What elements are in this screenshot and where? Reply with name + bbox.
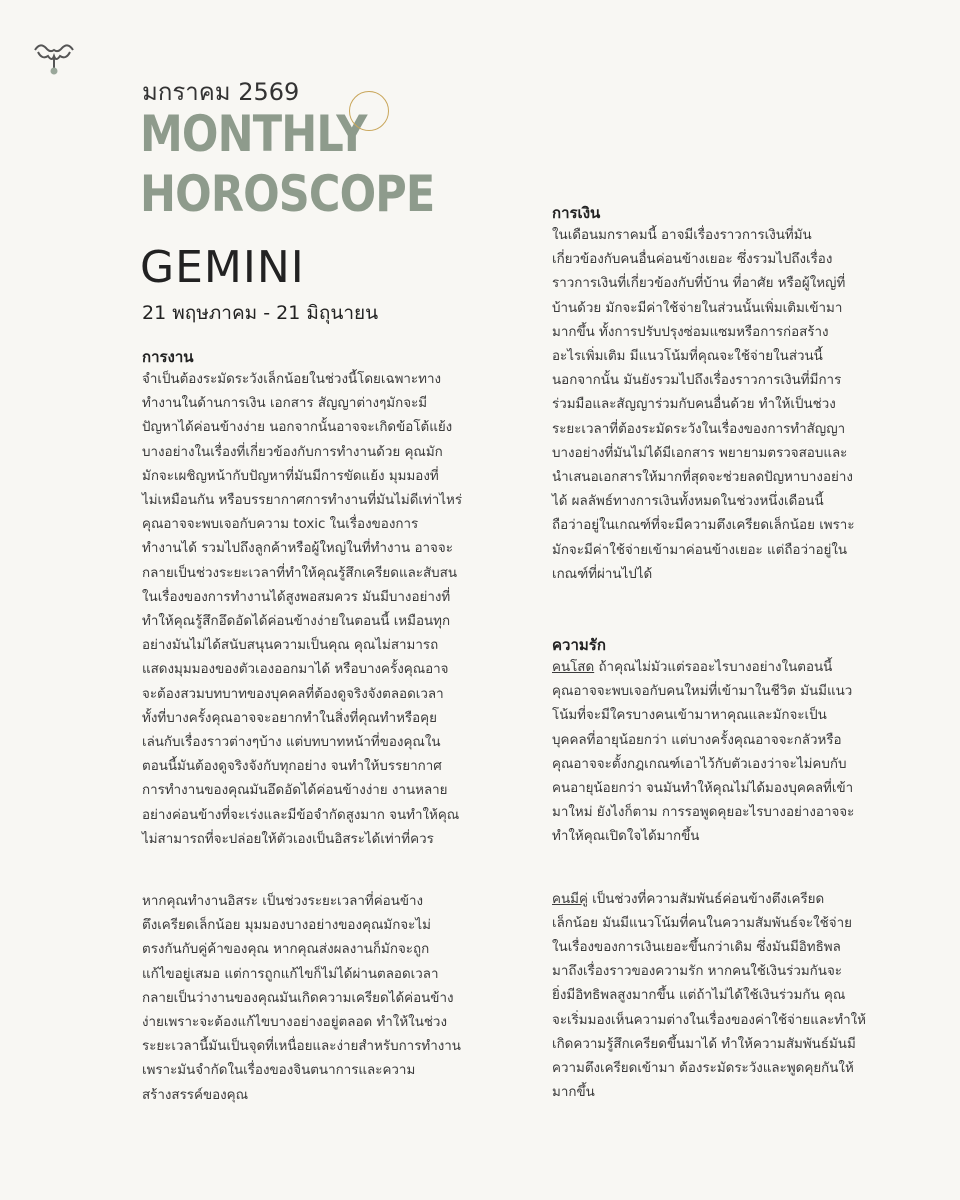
gemini-twins-logo-icon: [32, 40, 76, 78]
work-heading: การงาน: [142, 348, 194, 366]
work-paragraph-2: หากคุณทำงานอิสระ เป็นช่วงระยะเวลาที่ค่อนข้าง ตึงเครียดเล็กน้อย มุมมองบางอย่างของคุณมักจะไม่ ตรงกันกับคู่ค้าของคุณ หากคุณส่งผลงานก็มักจะถูก แก้ไขอยู่เสมอ แต่การถูกแก้ไขก็ไม่ได้ผ่านตลอดเวลา กลายเป็นว่างานของคุณมันเกิดความเครียดได้ค่อนข้าง ง่ายเพราะจะต้องแก้ไขบางอย่างอยู่ตลอด ทำให้ในช่วง ระยะเวลานี้มันเป็นจุดที่เหนื่อยและง่ายสำหรับการทำงาน เพราะมันจำกัดในเรื่องของจินตนาการและความ สร้างสรรค์ของคุณ: [142, 894, 461, 1103]
single-text: ถ้าคุณไม่มัวแต่รออะไรบางอย่างในตอนนี้ คุณอาจจะพบเจอกับคนใหม่ที่เข้ามาในชีวิต มันมีแนว โน้มที่จะมีใครบางคนเข้ามาหาคุณและมักจะเป็น บุคคลที่อายุน้อยกว่า แต่บางครั้งคุณอาจจะกลัวหรือ คุณอาจจะตั้งกฎเกณฑ์เอาไว้กับตัวเองว่าจะไม่คบกับ คนอายุน้อยกว่า จนมันทำให้คุณไม่ได้มองบุคคลที่เข้า มาใหม่ ยังไงก็ตาม การรอพูดคุยอะไรบางอย่างอาจจะ ทำให้คุณเปิดใจได้มากขึ้น: [552, 660, 855, 845]
single-label: คนโสด: [552, 660, 595, 675]
money-paragraph: ในเดือนมกราคมนี้ อาจมีเรื่องราวการเงินที่มัน เกี่ยวข้องกับคนอื่นค่อนข้างเยอะ ซึ่งรวมไปถึงเรื่อง ราวการเงินที่เกี่ยวข้องกับที่บ้าน ที่อาศัย หรือผู้ใหญ่ที่ บ้านด้วย มักจะมีค่าใช้จ่ายในส่วนนั้นเพิ่มเติมเข้ามา มากขึ้น ทั้งการปรับปรุงซ่อมแซมหรือการก่อสร้าง อะไรเพิ่มเติม มีแนวโน้มที่คุณจะใช้จ่ายในส่วนนี้ นอกจากนั้น มันยังรวมไปถึงเรื่องราวการเงินที่มีการ ร่วมมือและสัญญาร่วมกับคนอื่นด้วย ทำให้เป็นช่วง ระยะเวลาที่ต้องระมัดระวังในเรื่องของการทำสัญญา บางอย่างที่มันไม่ได้มีเอกสาร พยายามตรวจสอบและ นำเสนอเอกสารให้มากที่สุดจะช่วยลดปัญหาบางอย่าง ได้ ผลลัพธ์ทางการเงินทั้งหมดในช่วงหนึ่งเดือนนี้ ถือว่าอยู่ในเกณฑ์ที่จะมีความตึงเครียดเล็กน้อย เพราะ มักจะมีค่าใช้จ่ายเข้ามาค่อนข้างเยอะ แต่ถือว่าอยู่ใน เกณฑ์ที่ผ่านไปได้: [552, 228, 855, 582]
couple-label: คนมีคู่: [552, 891, 588, 907]
decorative-circle: [349, 91, 389, 131]
paragraph-gap: [552, 850, 882, 888]
couple-text: เป็นช่วงที่ความสัมพันธ์ค่อนข้างตึงเครียด เล็กน้อย มันมีแนวโน้มที่คนในความสัมพันธ์จะใช้จ่าย ในเรื่องของการเงินเยอะขึ้นกว่าเดิม ซึ่งมันมีอิทธิพล มาถึงเรื่องราวของความรัก หากคนใช้เงินร่วมกันจะ ยิ่งมีอิทธิพลสูงมากขึ้น แต่ถ้าไม่ได้ใช้เงินร่วมกัน คุณ จะเริ่มมองเห็นความต่างในเรื่องของค่าใช้จ่ายและทำให้ เกิดความรู้สึกเครียดขึ้นมาได้ ทำให้ความสัมพันธ์มันมี ความตึงเครียดเข้ามา ต้องระมัดระวังและพูดคุยกันให้ มากขึ้น: [552, 891, 867, 1101]
love-heading: ความรัก: [552, 636, 606, 654]
paragraph-gap: [142, 852, 472, 890]
page-title: [140, 104, 434, 224]
work-paragraph-1: จำเป็นต้องระมัดระวังเล็กน้อยในช่วงนี้โดยเฉพาะทาง ทำงานในด้านการเงิน เอกสาร สัญญาต่างๆมักจะมี ปัญหาได้ค่อนข้างง่าย นอกจากนั้นอาจจะเกิดข้อโต้แย้ง บางอย่างในเรื่องที่เกี่ยวข้องกับการทำงานด้วย คุณมัก มักจะเผชิญหน้ากับปัญหาที่มันมีการขัดแย้ง มุมมองที่ ไม่เหมือนกัน หรือบรรยากาศการทำงานที่มันไม่ดีเท่าไหร่ คุณอาจจะพบเจอกับความ toxic ในเรื่องของการ ทำงานได้ รวมไปถึงลูกค้าหรือผู้ใหญ่ในที่ทำงาน อาจจะ กลายเป็นช่วงระยะเวลาที่ทำให้คุณรู้สึกเครียดและสับสน ในเรื่องของการทำงานได้สูงพอสมควร มันมีบางอย่างที่ ทำให้คุณรู้สึกอึดอัดได้ค่อนข้างง่ายในตอนนี้ เหมือนทุก อย่างมันไม่ได้สนับสนุนความเป็นคุณ คุณไม่สามารถ แสดงมุมมองของตัวเองออกมาได้ หรือบางครั้งคุณอาจ จะต้องสวมบทบาทของบุคคลที่ต้องดูจริงจังตลอดเวลา ทั้งที่บางครั้งคุณอาจจะอยากทำในสิ่งที่คุณทำหรือคุย เล่นกับเรื่องราวต่างๆบ้าง แต่บทบาทหน้าที่ของคุณใน ตอนนี้มันต้องดูจริงจังกับทุกอย่าง จนทำให้บรรยากาศ การทำงานของคุณมันอึดอัดได้ค่อนข้างง่าย งานหลาย อย่างค่อนข้างที่จะเร่งและมีข้อจำกัดสูงมาก จนทำให้คุณ ไม่สามารถที่จะปล่อยให้ตัวเองเป็นอิสระได้เท่าที่ควร: [142, 372, 463, 847]
title-line-horoscope: HOROSCOPE: [140, 165, 435, 223]
work-section: [142, 346, 472, 1108]
title-line-monthly: MONTHLY: [140, 105, 367, 163]
money-heading: การเงิน: [552, 204, 601, 222]
money-section: [552, 202, 882, 587]
month-year: มกราคม 2569: [142, 78, 300, 106]
zodiac-sign-name: GEMINI: [140, 242, 305, 293]
love-section: [552, 634, 882, 1105]
love-couple-paragraph: [552, 888, 882, 1106]
zodiac-sign-dates: 21 พฤษภาคม - 21 มิถุนายน: [142, 302, 379, 324]
love-single-paragraph: [552, 656, 882, 850]
